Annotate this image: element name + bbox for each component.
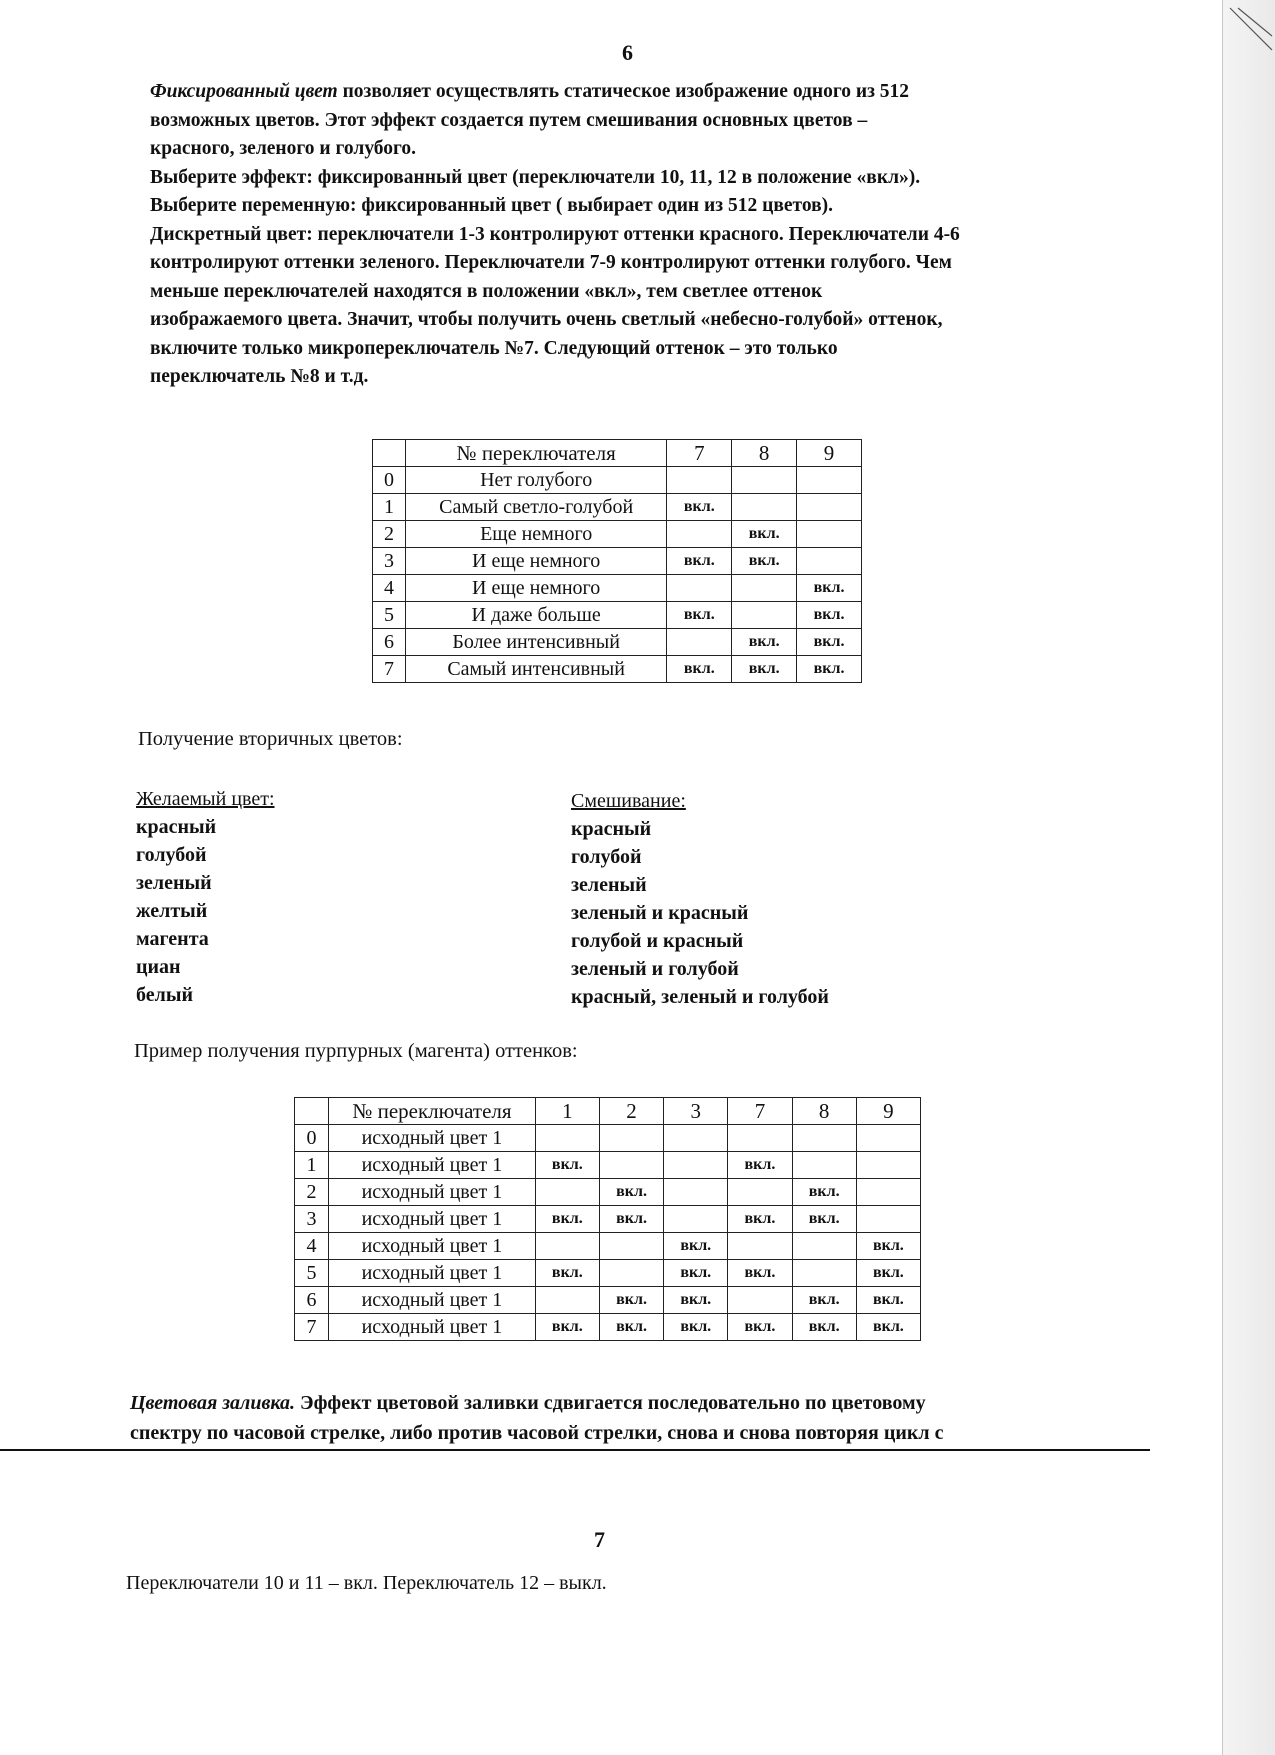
shade-label-cell: Самый интенсивный: [405, 656, 666, 683]
page-edge: [1222, 0, 1275, 1755]
mix-item: зеленый и красный: [571, 902, 749, 924]
blue-table-row: [373, 575, 862, 602]
page-divider: [0, 1449, 1150, 1451]
row-index-cell: 4: [373, 575, 406, 602]
intro-line: возможных цветов. Этот эффект создается путем смешивания основных цветов –: [150, 109, 868, 131]
switch-state-cell: [599, 1260, 663, 1287]
switch-state-cell: [856, 1125, 920, 1152]
desired-color-item: желтый: [136, 900, 208, 922]
secondary-heading: Получение вторичных цветов:: [138, 728, 403, 750]
mix-item: голубой: [571, 846, 642, 868]
switch-state-cell: [792, 1152, 856, 1179]
mix-item: красный, зеленый и голубой: [571, 986, 829, 1008]
blue-table-row: [373, 521, 862, 548]
row-index-cell: 6: [295, 1287, 329, 1314]
switch-state-cell: вкл.: [599, 1287, 663, 1314]
switch-state-cell: вкл.: [667, 548, 732, 575]
mix-item: голубой и красный: [571, 930, 744, 952]
switch-state-cell: вкл.: [856, 1314, 920, 1341]
header-cell: № переключателя: [329, 1098, 536, 1125]
switch-state-cell: [797, 467, 862, 494]
intro-line: меньше переключателей находятся в положении «вкл», тем светлее оттенок: [150, 280, 823, 302]
blue-table-row: [373, 629, 862, 656]
switch-state-cell: вкл.: [856, 1287, 920, 1314]
header-cell: 1: [535, 1098, 599, 1125]
switch-state-cell: вкл.: [728, 1260, 792, 1287]
blue-table-row: [373, 602, 862, 629]
switch-state-cell: вкл.: [856, 1260, 920, 1287]
shade-label-cell: исходный цвет 1: [329, 1233, 536, 1260]
header-cell: [295, 1098, 329, 1125]
folded-corner-mark: [1228, 6, 1274, 76]
row-index-cell: 1: [295, 1152, 329, 1179]
magenta-table-row: [295, 1260, 921, 1287]
magenta-table-row: [295, 1287, 921, 1314]
magenta-heading: Пример получения пурпурных (магента) оттенков:: [134, 1040, 578, 1062]
intro-text: позволяет осуществлять статическое изображение одного из 512: [342, 81, 910, 102]
switch-state-cell: вкл.: [535, 1206, 599, 1233]
switch-state-cell: [599, 1125, 663, 1152]
desired-color-item: зеленый: [136, 872, 212, 894]
blue-table-row: [373, 494, 862, 521]
switch-state-cell: вкл.: [797, 629, 862, 656]
switch-state-cell: вкл.: [728, 1152, 792, 1179]
mix-header: Смешивание:: [571, 790, 686, 812]
shade-label-cell: Еще немного: [405, 521, 666, 548]
fill-line-2: спектру по часовой стрелке, либо против часовой стрелки, снова и снова повторяя цикл с: [130, 1422, 944, 1444]
switch-state-cell: вкл.: [535, 1260, 599, 1287]
switch-state-cell: [728, 1179, 792, 1206]
switch-state-cell: [728, 1233, 792, 1260]
switch-state-cell: [535, 1287, 599, 1314]
desired-color-item: циан: [136, 956, 181, 978]
switch-state-cell: вкл.: [664, 1314, 728, 1341]
switch-state-cell: [732, 575, 797, 602]
row-index-cell: 7: [373, 656, 406, 683]
intro-line: Выберите эффект: фиксированный цвет (переключатели 10, 11, 12 в положение «вкл»).: [150, 166, 921, 188]
switch-state-cell: вкл.: [667, 494, 732, 521]
switch-state-cell: вкл.: [535, 1152, 599, 1179]
magenta-table-row: [295, 1314, 921, 1341]
switch-state-cell: вкл.: [792, 1287, 856, 1314]
switch-state-cell: [792, 1260, 856, 1287]
switch-state-cell: [856, 1206, 920, 1233]
switch-state-cell: вкл.: [732, 521, 797, 548]
desired-color-item: белый: [136, 984, 193, 1006]
switch-state-cell: [728, 1287, 792, 1314]
switch-state-cell: вкл.: [667, 602, 732, 629]
intro-line: Выберите переменную: фиксированный цвет ( выбирает один из 512 цветов).: [150, 195, 834, 216]
row-index-cell: 5: [373, 602, 406, 629]
shade-label-cell: И даже больше: [405, 602, 666, 629]
switch-state-cell: [535, 1179, 599, 1206]
switch-state-cell: [667, 467, 732, 494]
blue-table-header-row: [373, 440, 862, 467]
switch-state-cell: [732, 467, 797, 494]
switch-state-cell: вкл.: [535, 1314, 599, 1341]
switch-state-cell: [728, 1125, 792, 1152]
switch-state-cell: вкл.: [599, 1206, 663, 1233]
magenta-table-header-row: [295, 1098, 921, 1125]
switch-state-cell: вкл.: [664, 1260, 728, 1287]
switch-state-cell: [664, 1125, 728, 1152]
switch-state-cell: [667, 521, 732, 548]
switch-state-cell: вкл.: [728, 1314, 792, 1341]
blue-table-row: [373, 656, 862, 683]
mix-item: зеленый: [571, 874, 647, 896]
switch-state-cell: вкл.: [797, 602, 862, 629]
switch-state-cell: [599, 1233, 663, 1260]
switch-state-cell: вкл.: [732, 656, 797, 683]
page-number-bottom: 7: [594, 1527, 605, 1552]
shade-label-cell: Более интенсивный: [405, 629, 666, 656]
shade-label-cell: Нет голубого: [405, 467, 666, 494]
switch-state-cell: [599, 1152, 663, 1179]
header-cell: 8: [792, 1098, 856, 1125]
magenta-table-row: [295, 1206, 921, 1233]
intro-line: переключатель №8 и т.д.: [150, 366, 369, 387]
switch-state-cell: вкл.: [797, 575, 862, 602]
switch-state-cell: вкл.: [856, 1233, 920, 1260]
blue-table-row: [373, 467, 862, 494]
desired-color-item: магента: [136, 928, 209, 950]
switch-state-cell: вкл.: [732, 629, 797, 656]
shade-label-cell: исходный цвет 1: [329, 1260, 536, 1287]
shade-label-cell: Самый светло-голубой: [405, 494, 666, 521]
switch-state-cell: вкл.: [732, 548, 797, 575]
switch-state-cell: [535, 1233, 599, 1260]
switch-state-cell: [535, 1125, 599, 1152]
row-index-cell: 6: [373, 629, 406, 656]
header-cell: 2: [599, 1098, 663, 1125]
row-index-cell: 2: [373, 521, 406, 548]
desired-colors-column: [136, 785, 275, 1009]
switch-state-cell: [664, 1152, 728, 1179]
switch-state-cell: вкл.: [792, 1314, 856, 1341]
magenta-shades-table: [294, 1097, 921, 1341]
switch-state-cell: вкл.: [667, 656, 732, 683]
row-index-cell: 1: [373, 494, 406, 521]
row-index-cell: 5: [295, 1260, 329, 1287]
mix-item: зеленый и голубой: [571, 958, 739, 980]
switch-state-cell: [797, 548, 862, 575]
magenta-table-row: [295, 1152, 921, 1179]
switch-state-cell: вкл.: [797, 656, 862, 683]
intro-line: включите только микропереключатель №7. Следующий оттенок – это только: [150, 337, 838, 359]
fill-text: Эффект цветовой заливки сдвигается последовательно по цветовому: [300, 1392, 926, 1414]
magenta-table-row: [295, 1179, 921, 1206]
shade-label-cell: исходный цвет 1: [329, 1125, 536, 1152]
switch-state-cell: вкл.: [599, 1314, 663, 1341]
row-index-cell: 0: [373, 467, 406, 494]
shade-label-cell: исходный цвет 1: [329, 1152, 536, 1179]
switch-state-cell: вкл.: [664, 1233, 728, 1260]
desired-color-item: красный: [136, 816, 217, 838]
header-cell: [373, 440, 406, 467]
switch-state-cell: вкл.: [792, 1179, 856, 1206]
switch-state-cell: [732, 602, 797, 629]
row-index-cell: 0: [295, 1125, 329, 1152]
switch-state-cell: [664, 1206, 728, 1233]
switch-state-cell: вкл.: [792, 1206, 856, 1233]
intro-line: красного, зеленого и голубого.: [150, 138, 417, 159]
mix-item: красный: [571, 818, 652, 840]
switch-state-cell: вкл.: [664, 1287, 728, 1314]
switch-state-cell: [667, 629, 732, 656]
row-index-cell: 2: [295, 1179, 329, 1206]
color-fill-paragraph: [130, 1388, 1070, 1448]
intro-line: контролируют оттенки зеленого. Переключатели 7-9 контролируют оттенки голубого. Чем: [150, 252, 952, 273]
switch-state-cell: [797, 494, 862, 521]
shade-label-cell: И еще немного: [405, 548, 666, 575]
header-cell: № переключателя: [405, 440, 666, 467]
page-number-top: 6: [622, 40, 633, 65]
intro-paragraph: [150, 78, 1090, 392]
row-index-cell: 4: [295, 1233, 329, 1260]
switch-state-cell: [792, 1125, 856, 1152]
shade-label-cell: исходный цвет 1: [329, 1179, 536, 1206]
switches-footer-note: Переключатели 10 и 11 – вкл. Переключатель 12 – выкл.: [126, 1572, 607, 1594]
row-index-cell: 7: [295, 1314, 329, 1341]
header-cell: 7: [667, 440, 732, 467]
blue-table-row: [373, 548, 862, 575]
switch-state-cell: [797, 521, 862, 548]
switch-state-cell: вкл.: [728, 1206, 792, 1233]
desired-color-item: голубой: [136, 844, 207, 866]
magenta-table-row: [295, 1125, 921, 1152]
switch-state-cell: [856, 1179, 920, 1206]
switch-state-cell: [856, 1152, 920, 1179]
intro-line: изображаемого цвета. Значит, чтобы получить очень светлый «небесно-голубой» оттенок,: [150, 309, 943, 330]
switch-state-cell: [732, 494, 797, 521]
blue-table-body: [373, 440, 862, 683]
magenta-table-body: [295, 1098, 921, 1341]
desired-color-header: Желаемый цвет:: [136, 788, 275, 810]
magenta-table-row: [295, 1233, 921, 1260]
switch-state-cell: [667, 575, 732, 602]
shade-label-cell: И еще немного: [405, 575, 666, 602]
header-cell: 9: [797, 440, 862, 467]
header-cell: 3: [664, 1098, 728, 1125]
fill-term: Цветовая заливка.: [130, 1392, 296, 1414]
shade-label-cell: исходный цвет 1: [329, 1314, 536, 1341]
header-cell: 9: [856, 1098, 920, 1125]
switch-state-cell: [792, 1233, 856, 1260]
row-index-cell: 3: [295, 1206, 329, 1233]
switch-state-cell: вкл.: [599, 1179, 663, 1206]
row-index-cell: 3: [373, 548, 406, 575]
header-cell: 7: [728, 1098, 792, 1125]
shade-label-cell: исходный цвет 1: [329, 1287, 536, 1314]
intro-line: Дискретный цвет: переключатели 1-3 контролируют оттенки красного. Переключатели 4-6: [150, 223, 960, 245]
blue-shades-table: [372, 439, 862, 683]
intro-term: Фиксированный цвет: [150, 81, 338, 102]
shade-label-cell: исходный цвет 1: [329, 1206, 536, 1233]
switch-state-cell: [664, 1179, 728, 1206]
intro-line-1: [150, 78, 1090, 107]
mix-column: [571, 787, 829, 1011]
fill-line-1: [130, 1388, 1070, 1418]
header-cell: 8: [732, 440, 797, 467]
